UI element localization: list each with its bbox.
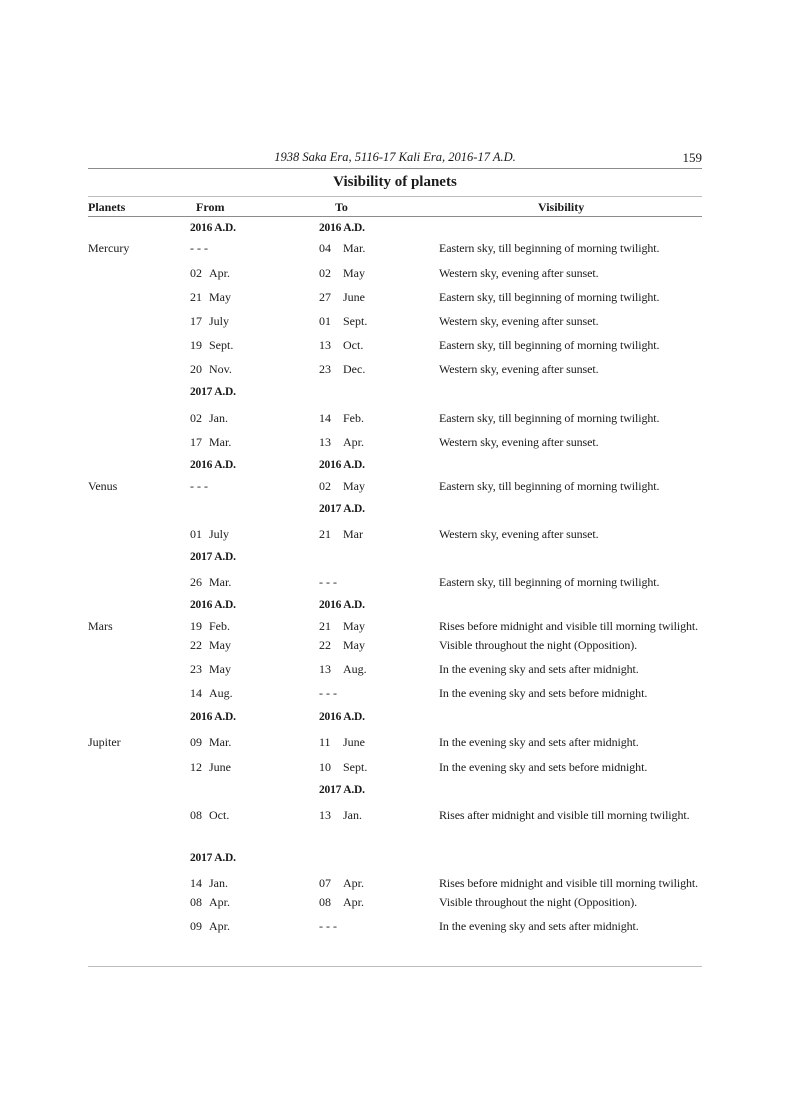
from-day: 20 xyxy=(190,362,202,376)
to-day: 13 xyxy=(319,435,331,449)
from-month: June xyxy=(209,760,231,774)
visibility-text: Visible throughout the night (Opposition). xyxy=(439,638,638,652)
to-month: Feb. xyxy=(343,411,364,425)
to-day: 21 xyxy=(319,527,331,541)
from-month: Apr. xyxy=(209,266,230,280)
from-month: Mar. xyxy=(209,735,232,749)
to-month: Jan. xyxy=(343,808,362,822)
visibility-text: Eastern sky, till beginning of morning twilight. xyxy=(439,241,660,255)
from-day: 14 xyxy=(190,686,202,700)
from-day: 26 xyxy=(190,575,202,589)
visibility-text: In the evening sky and sets before midnight. xyxy=(439,686,648,700)
to-day: 22 xyxy=(319,638,331,652)
to-month: May xyxy=(343,479,365,493)
from-day: 01 xyxy=(190,527,202,541)
visibility-text: Rises before midnight and visible till morning twilight. xyxy=(439,876,699,890)
visibility-text: Eastern sky, till beginning of morning twilight. xyxy=(439,479,660,493)
from-day: 21 xyxy=(190,290,202,304)
column-header-planets: Planets xyxy=(88,200,126,214)
from-month: May xyxy=(209,290,231,304)
to-month: May xyxy=(343,266,365,280)
column-header-to: To xyxy=(335,200,348,214)
visibility-text: Western sky, evening after sunset. xyxy=(439,314,599,328)
visibility-text: Western sky, evening after sunset. xyxy=(439,266,599,280)
visibility-text: Western sky, evening after sunset. xyxy=(439,435,599,449)
to-year-label: 2017 A.D. xyxy=(319,784,365,796)
to-month: Aug. xyxy=(343,662,367,676)
title-rule xyxy=(88,196,702,197)
from-day: 02 xyxy=(190,411,202,425)
to-year-label: 2016 A.D. xyxy=(319,459,365,471)
from-month: May xyxy=(209,638,231,652)
visibility-text: Western sky, evening after sunset. xyxy=(439,362,599,376)
visibility-text: Rises after midnight and visible till morning twilight. xyxy=(439,808,690,822)
from-year-label: 2017 A.D. xyxy=(190,386,236,398)
from-day: 19 xyxy=(190,619,202,633)
to-month: May xyxy=(343,638,365,652)
from-month: Aug. xyxy=(209,686,233,700)
visibility-text: In the evening sky and sets after midnight. xyxy=(439,919,639,933)
from-day: 08 xyxy=(190,895,202,909)
from-month: Apr. xyxy=(209,919,230,933)
to-day: 23 xyxy=(319,362,331,376)
from-day: - - - xyxy=(190,241,208,255)
to-month: Apr. xyxy=(343,895,364,909)
visibility-text: In the evening sky and sets after midnight. xyxy=(439,662,639,676)
from-day: 22 xyxy=(190,638,202,652)
from-day: 02 xyxy=(190,266,202,280)
to-year-label: 2016 A.D. xyxy=(319,222,365,234)
from-year-label: 2016 A.D. xyxy=(190,222,236,234)
to-month: May xyxy=(343,619,365,633)
from-month: Jan. xyxy=(209,876,228,890)
from-day: 08 xyxy=(190,808,202,822)
page-number: 159 xyxy=(682,150,702,165)
visibility-text: Western sky, evening after sunset. xyxy=(439,527,599,541)
running-header xyxy=(88,150,702,168)
from-day: 09 xyxy=(190,919,202,933)
from-year-label: 2016 A.D. xyxy=(190,599,236,611)
from-day: 17 xyxy=(190,314,202,328)
from-month: Feb. xyxy=(209,619,230,633)
to-day: 21 xyxy=(319,619,331,633)
footer-rule xyxy=(88,966,702,967)
table-title: Visibility of planets xyxy=(333,174,457,190)
from-month: Nov. xyxy=(209,362,232,376)
to-day: 13 xyxy=(319,338,331,352)
to-month: Mar xyxy=(343,527,363,541)
from-day: - - - xyxy=(190,479,208,493)
to-month: Apr. xyxy=(343,435,364,449)
column-header-visibility: Visibility xyxy=(538,200,585,214)
visibility-text: Eastern sky, till beginning of morning twilight. xyxy=(439,411,660,425)
from-month: Oct. xyxy=(209,808,230,822)
to-year-label: 2016 A.D. xyxy=(319,711,365,723)
from-day: 19 xyxy=(190,338,202,352)
to-day: 27 xyxy=(319,290,331,304)
visibility-text: Eastern sky, till beginning of morning twilight. xyxy=(439,290,660,304)
from-month: Mar. xyxy=(209,575,232,589)
from-year-label: 2016 A.D. xyxy=(190,459,236,471)
to-month: Oct. xyxy=(343,338,364,352)
from-month: Sept. xyxy=(209,338,234,352)
to-year-label: 2017 A.D. xyxy=(319,503,365,515)
to-day: - - - xyxy=(319,686,337,700)
to-day: 08 xyxy=(319,895,331,909)
to-month: Apr. xyxy=(343,876,364,890)
from-day: 12 xyxy=(190,760,202,774)
to-day: 07 xyxy=(319,876,331,890)
running-title: 1938 Saka Era, 5116-17 Kali Era, 2016-17 A.D. xyxy=(274,150,516,164)
visibility-text: Visible throughout the night (Opposition). xyxy=(439,895,638,909)
to-day: 14 xyxy=(319,411,331,425)
to-day: - - - xyxy=(319,919,337,933)
to-month: Dec. xyxy=(343,362,366,376)
visibility-text: In the evening sky and sets before midnight. xyxy=(439,760,648,774)
to-day: 11 xyxy=(319,735,331,749)
to-month: Sept. xyxy=(343,760,368,774)
from-month: Mar. xyxy=(209,435,232,449)
column-header-rule xyxy=(88,216,702,217)
from-month: May xyxy=(209,662,231,676)
from-day: 09 xyxy=(190,735,202,749)
to-day: 04 xyxy=(319,241,331,255)
from-month: July xyxy=(209,314,230,328)
planet-name: Jupiter xyxy=(88,735,121,749)
from-day: 17 xyxy=(190,435,202,449)
to-year-label: 2016 A.D. xyxy=(319,599,365,611)
to-month: Sept. xyxy=(343,314,368,328)
from-month: Jan. xyxy=(209,411,228,425)
visibility-text: Eastern sky, till beginning of morning twilight. xyxy=(439,338,660,352)
to-day: - - - xyxy=(319,575,337,589)
header-rule xyxy=(88,168,702,169)
to-day: 01 xyxy=(319,314,331,328)
to-day: 02 xyxy=(319,266,331,280)
to-month: Mar. xyxy=(343,241,366,255)
to-day: 10 xyxy=(319,760,331,774)
visibility-text: Eastern sky, till beginning of morning twilight. xyxy=(439,575,660,589)
column-header-from: From xyxy=(196,200,225,214)
planet-name: Venus xyxy=(88,479,118,493)
from-day: 23 xyxy=(190,662,202,676)
to-day: 02 xyxy=(319,479,331,493)
planet-name: Mars xyxy=(88,619,113,633)
to-month: June xyxy=(343,735,365,749)
to-day: 13 xyxy=(319,808,331,822)
to-day: 13 xyxy=(319,662,331,676)
from-day: 14 xyxy=(190,876,202,890)
from-year-label: 2017 A.D. xyxy=(190,551,236,563)
visibility-text: Rises before midnight and visible till morning twilight. xyxy=(439,619,699,633)
from-year-label: 2017 A.D. xyxy=(190,852,236,864)
to-month: June xyxy=(343,290,365,304)
from-year-label: 2016 A.D. xyxy=(190,711,236,723)
visibility-text: In the evening sky and sets after midnight. xyxy=(439,735,639,749)
planet-name: Mercury xyxy=(88,241,130,255)
from-month: July xyxy=(209,527,230,541)
from-month: Apr. xyxy=(209,895,230,909)
